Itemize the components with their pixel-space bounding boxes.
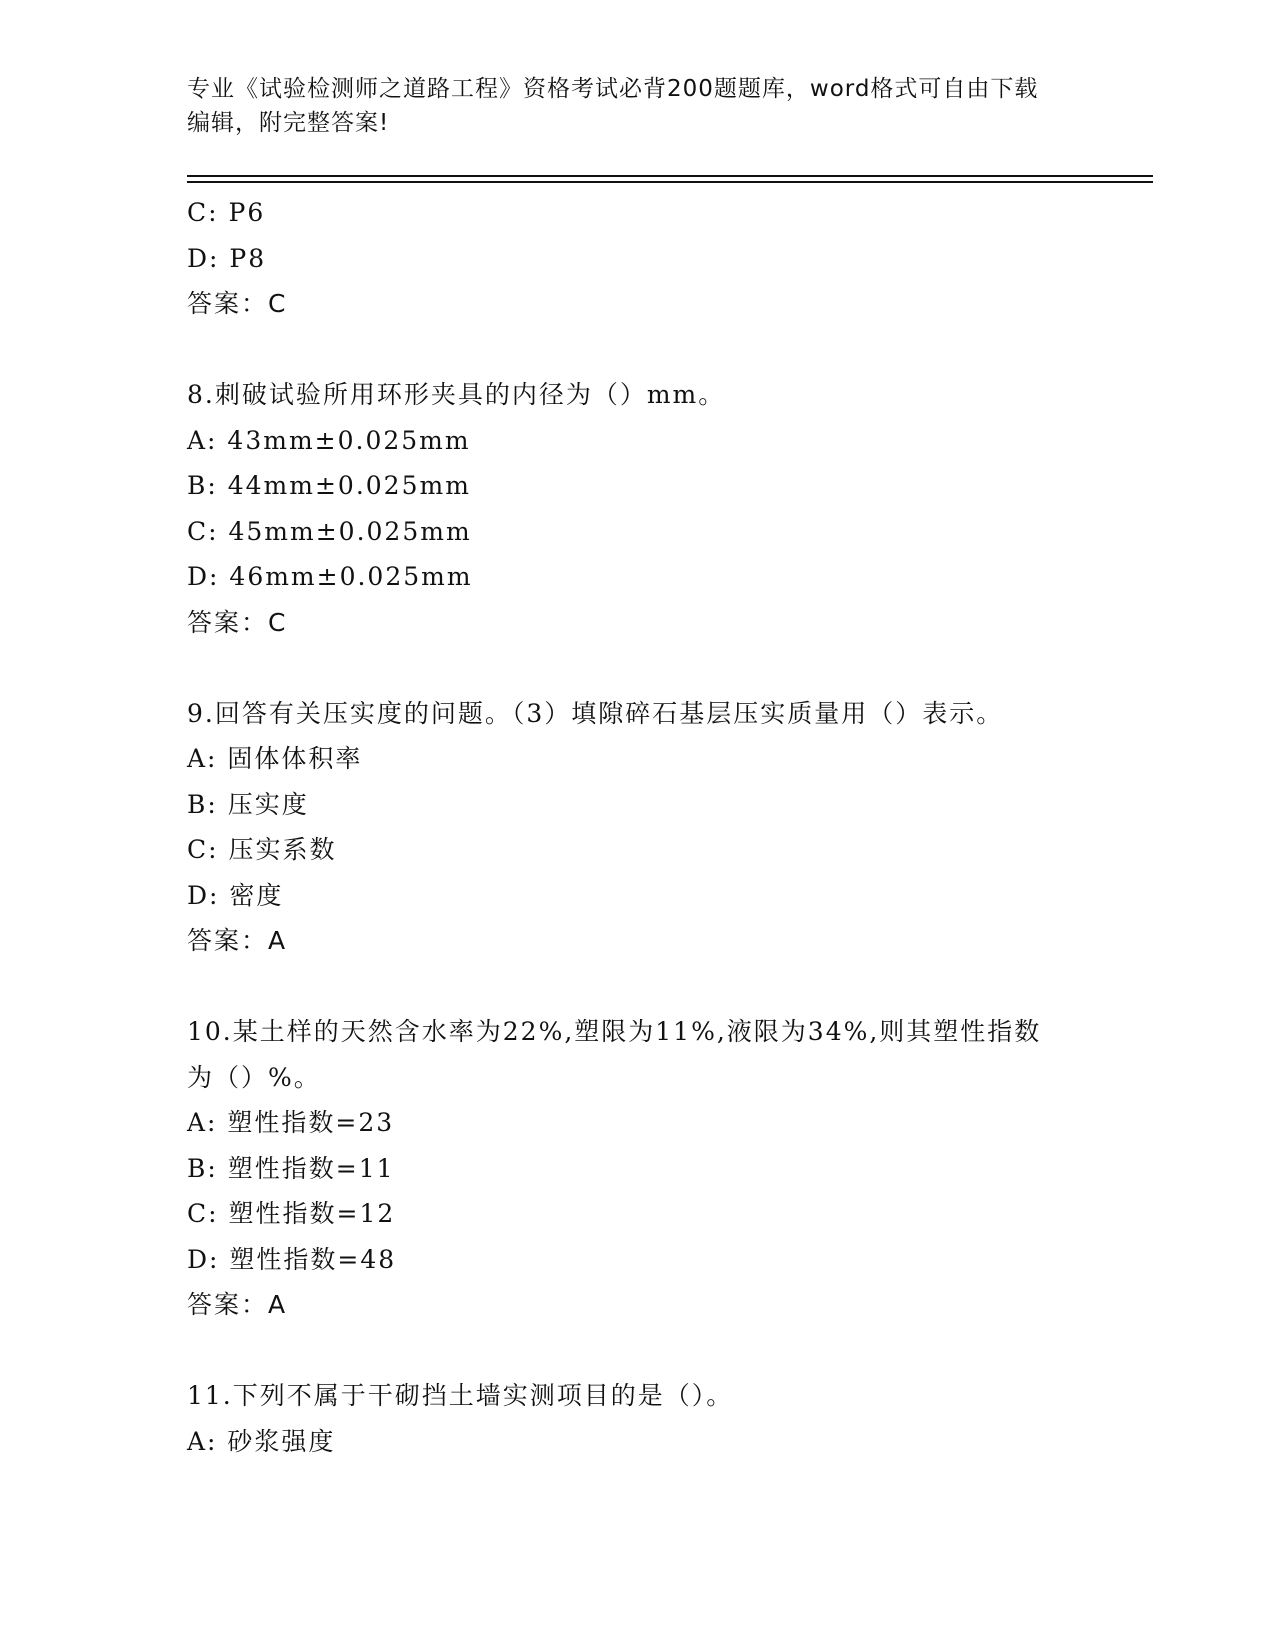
spacer	[187, 327, 1167, 373]
answer-line: 答案：A	[187, 926, 288, 955]
question-stem: 9.回答有关压实度的问题。（3）填隙碎石基层压实质量用（）表示。	[187, 698, 1004, 728]
question-9	[187, 691, 1167, 964]
document-header	[187, 72, 1087, 140]
question-stem: 11.下列不属于干砌挡土墙实测项目的是（）。	[187, 1381, 734, 1410]
header-title-line-2: 编辑，附完整答案!	[187, 110, 390, 136]
option-b: B: 压实度	[187, 789, 309, 819]
question-stem-line-1: 10.某土样的天然含水率为22%,塑限为11%,液限为34%,则其塑性指数	[187, 1017, 1042, 1046]
header-title-line-1: 专业《试验检测师之道路工程》资格考试必背200题题库，word格式可自由下载	[187, 76, 1039, 102]
option-a: A: 43mm±0.025mm	[187, 425, 471, 455]
option-b: B: 44mm±0.025mm	[187, 471, 471, 500]
spacer	[187, 645, 1167, 691]
option-c: C: 压实系数	[187, 835, 337, 864]
option-a: A: 砂浆强度	[187, 1426, 336, 1456]
option-c: C: P6	[187, 198, 266, 227]
question-10	[187, 1009, 1167, 1328]
spacer	[187, 964, 1167, 1010]
option-a: A: 固体体积率	[187, 744, 363, 773]
question-stem-line-2: 为（）%。	[187, 1062, 321, 1092]
option-c: C: 塑性指数=12	[187, 1199, 396, 1228]
carryover-question	[187, 190, 1167, 327]
answer-line: 答案：A	[187, 1290, 288, 1319]
option-c: C: 45mm±0.025mm	[187, 516, 472, 546]
option-b: B: 塑性指数=11	[187, 1153, 395, 1183]
option-d: D: 46mm±0.025mm	[187, 562, 473, 591]
option-d: D: P8	[187, 243, 267, 273]
option-a: A: 塑性指数=23	[187, 1108, 395, 1137]
answer-line: 答案：C	[187, 607, 288, 637]
question-8	[187, 372, 1167, 645]
answer-line: 答案：C	[187, 289, 288, 318]
option-d: D: 密度	[187, 880, 284, 910]
header-divider-top	[187, 175, 1153, 177]
question-list	[187, 190, 1167, 1464]
question-11	[187, 1373, 1167, 1464]
spacer	[187, 1328, 1167, 1374]
option-d: D: 塑性指数=48	[187, 1244, 397, 1274]
question-stem: 8.刺破试验所用环形夹具的内径为（）mm。	[187, 380, 726, 409]
header-divider-bottom	[187, 181, 1153, 183]
